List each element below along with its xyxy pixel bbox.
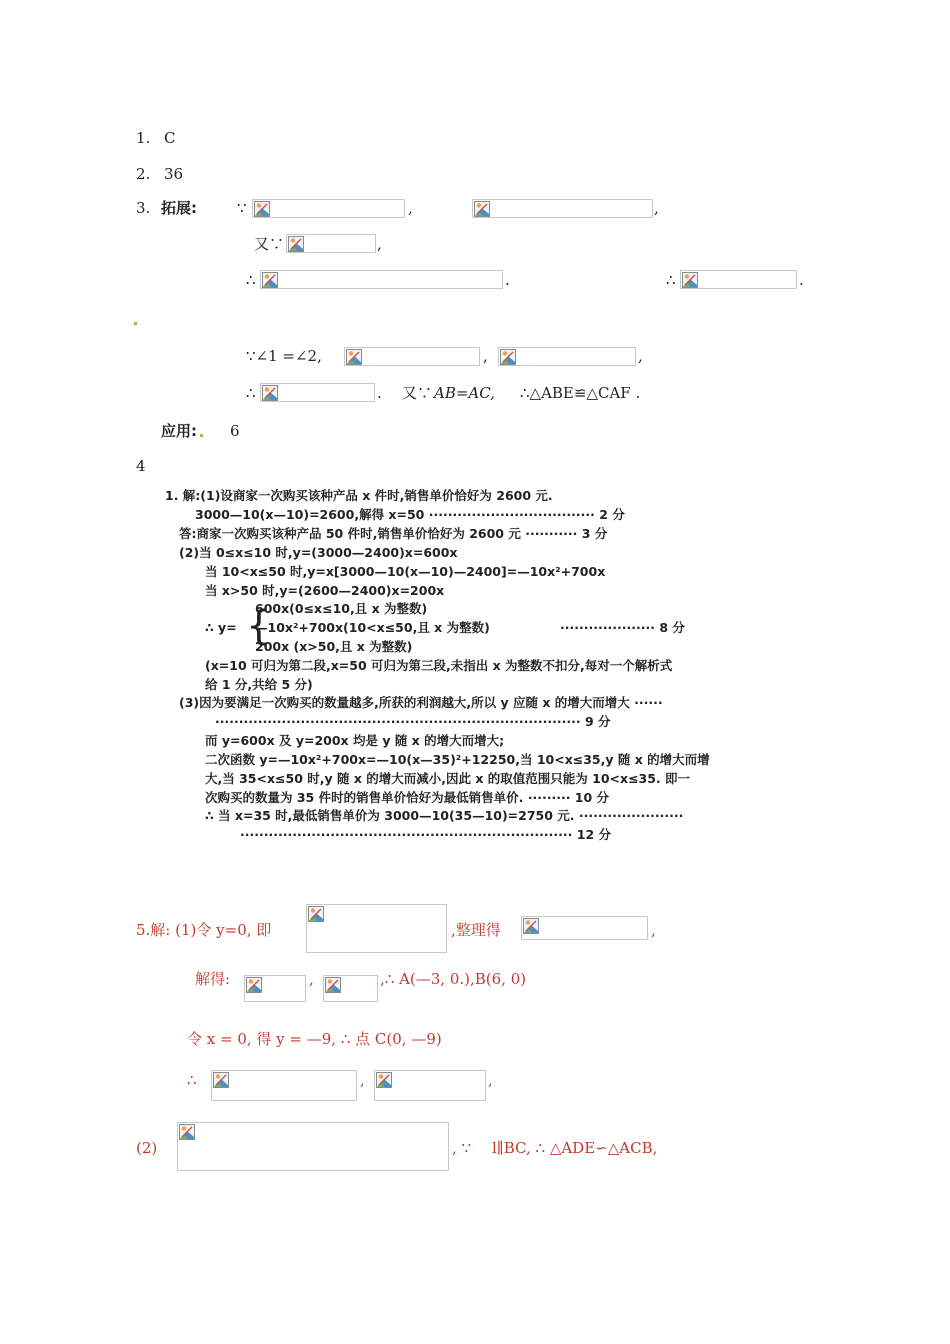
because-symbol: , ∵ [452, 1139, 472, 1157]
formula-image [472, 199, 653, 218]
angle-line: ∵∠1 =∠2, [246, 347, 322, 365]
comma: , [309, 970, 314, 988]
formula-image [374, 1070, 486, 1101]
q3-number: 3. [136, 199, 151, 217]
formula-image [306, 904, 447, 953]
therefore-symbol: ∴ [666, 271, 676, 289]
formula-image [177, 1122, 449, 1171]
comma: , [654, 199, 659, 217]
solution-line: ············································································· 9 分 [215, 714, 611, 729]
broken-image-icon [346, 349, 362, 365]
solution-line: 当 10<x≤50 时,y=x[3000—10(x—10)—2400]=—10x²+700x [205, 564, 606, 579]
broken-image-icon [213, 1072, 229, 1088]
broken-image-icon [246, 977, 262, 993]
broken-image-icon [523, 918, 539, 934]
solution-line: 而 y=600x 及 y=200x 均是 y 随 x 的增大而增大; [205, 733, 505, 748]
solution-line: (2)当 0≤x≤10 时,y=(3000—2400)x=600x [179, 545, 458, 560]
stray-dot [200, 434, 203, 437]
formula-image [260, 383, 375, 402]
comma: , [488, 1071, 493, 1089]
solve-label: 解得: [195, 970, 231, 988]
points-ab: ,∴ A(—3, 0.),B(6, 0) [380, 970, 527, 988]
solution-line: 200x (x>50,且 x 为整数) [255, 639, 413, 654]
scanned-solution [165, 488, 790, 843]
because-symbol: ∵ [237, 199, 247, 217]
broken-image-icon [179, 1124, 195, 1140]
therefore-symbol: ∴ [246, 384, 256, 402]
formula-image [252, 199, 405, 218]
solution-line: 600x(0≤x≤10,且 x 为整数) [255, 601, 428, 616]
apply-answer: 6 [230, 422, 240, 440]
apply-label: 应用: [161, 422, 197, 440]
broken-image-icon [376, 1072, 392, 1088]
solution-line: (3)因为要满足一次购买的数量越多,所获的利润越大,所以 y 应随 x 的增大而增大 ······ [179, 695, 663, 710]
q5-prefix: 5.解: (1)令 y=0, 即 [136, 921, 272, 939]
extend-label: 拓展: [161, 199, 197, 217]
stray-dot [134, 322, 137, 325]
similarity-conclusion: l∥BC, ∴ △ADE∽△ACB, [492, 1139, 658, 1157]
also-because: 又∵ [402, 384, 433, 402]
period: . [799, 271, 804, 289]
solution-line: (x=10 可归为第二段,x=50 可归为第三段,未指出 x 为整数不扣分,每对一个解析式 [205, 658, 673, 673]
part2-label: (2) [136, 1139, 158, 1157]
solution-line: —10x²+700x(10<x≤50,且 x 为整数) [255, 620, 490, 635]
broken-image-icon [500, 349, 516, 365]
formula-image [286, 234, 376, 253]
formula-image [244, 975, 306, 1002]
comma: , [377, 235, 382, 253]
formula-image [323, 975, 378, 1002]
q1-number: 1. [136, 129, 151, 147]
solution-line: 答:商家一次购买该种产品 50 件时,销售单价恰好为 2600 元 ··········· 3 分 [179, 526, 608, 541]
q1-answer: C [164, 129, 176, 147]
solution-line: ∴ 当 x=35 时,最低销售单价为 3000—10(35—10)=2750 元. ······················ [205, 808, 684, 823]
broken-image-icon [325, 977, 341, 993]
solution-line: 3000—10(x—10)=2600,解得 x=50 ··································· 2 分 [195, 507, 625, 522]
broken-image-icon [262, 272, 278, 288]
formula-image [344, 347, 480, 366]
solution-line: 大,当 35<x≤50 时,y 随 x 的增大而减小,因此 x 的取值范围只能为 10<x≤35. 即一 [205, 771, 691, 786]
period: . [377, 384, 382, 402]
solution-line: 1. 解:(1)设商家一次购买该种产品 x 件时,销售单价恰好为 2600 元. [165, 488, 553, 503]
solution-line: 当 x>50 时,y=(2600—2400)x=200x [205, 583, 445, 598]
comma: , [360, 1071, 365, 1089]
q2-answer: 36 [164, 165, 184, 183]
formula-image [260, 270, 503, 289]
broken-image-icon [308, 906, 324, 922]
formula-image [521, 916, 648, 940]
broken-image-icon [262, 385, 278, 401]
broken-image-icon [682, 272, 698, 288]
solution-line: 次购买的数量为 35 件时的销售单价恰好为最低销售单价. ········· 10 分 [205, 790, 610, 805]
congruence-conclusion: ∴△ABE≌△CAF . [520, 384, 641, 402]
solution-line: ······································································ 12 分 [240, 827, 611, 842]
formula-image [680, 270, 797, 289]
solution-line: ∴ y= [205, 620, 237, 635]
q4-number: 4 [136, 457, 146, 475]
therefore-symbol: ∴ [187, 1071, 197, 1089]
q2-number: 2. [136, 165, 151, 183]
comma: , [483, 347, 488, 365]
left-brace: { [246, 603, 272, 649]
simplify-text: ,整理得 [451, 921, 501, 939]
let-x-line: 令 x = 0, 得 y = —9, ∴ 点 C(0, —9) [187, 1030, 442, 1048]
comma: , [638, 347, 643, 365]
therefore-symbol: ∴ [246, 271, 256, 289]
broken-image-icon [288, 236, 304, 252]
also-because: 又∵ [254, 235, 285, 253]
comma: , [651, 921, 656, 939]
comma: , [408, 199, 413, 217]
broken-image-icon [474, 201, 490, 217]
solution-line: 给 1 分,共给 5 分) [205, 677, 313, 692]
ab-equals-ac: AB=AC, [434, 384, 495, 402]
period: . [505, 271, 510, 289]
formula-image [498, 347, 636, 366]
broken-image-icon [254, 201, 270, 217]
solution-line: ···················· 8 分 [560, 620, 685, 635]
solution-line: 二次函数 y=—10x²+700x=—10(x—35)²+12250,当 10<x≤35,y 随 x 的增大而增 [205, 752, 710, 767]
formula-image [211, 1070, 357, 1101]
